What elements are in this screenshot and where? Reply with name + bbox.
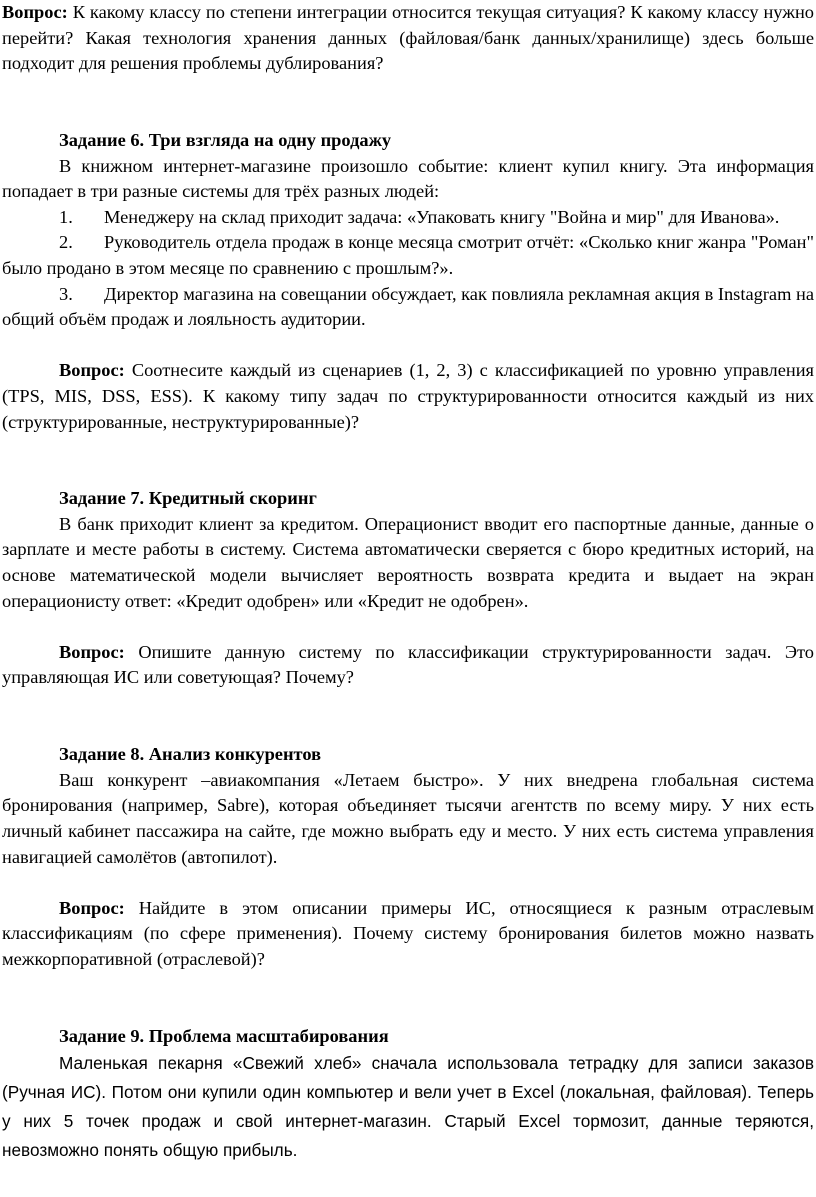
question-label: Вопрос: [59,897,125,918]
question-text: Соотнесите каждый из сценариев (1, 2, 3) с классификацией по уровню управления (TPS, MIS, DSS, ESS). К какому типу задач по структурированности относится каждый из них (структурированные, неструктурированные)? [2,360,814,432]
spacer [2,614,814,640]
list-text: Руководитель отдела продаж в конце месяца смотрит отчёт: «Сколько книг жанра "Роман" было продано в этом месяце по сравнению с прошлым?». [2,232,814,278]
task8-title [2,742,814,768]
list-number: 1. [59,206,73,227]
task6-intro: В книжном интернет-магазине произошло событие: клиент купил книгу. Эта информация попадает в три разные системы для трёх разных людей: [2,155,814,202]
task6-question [2,358,814,435]
task9-title: Задание 9. Проблема масштабирования [59,1025,389,1046]
list-text: Менеджеру на склад приходит задача: «Упаковать книгу "Война и мир" для Иванова». [104,206,780,227]
spacer [2,333,814,359]
question-text: К какому классу по степени интеграции относится текущая ситуация? К какому классу нужно перейти? Какая технология хранения данных (файловая/банк данных/хранилище) здесь больше подходит для решения проблемы дублирования? [2,2,814,74]
task7-title: Задание 7. Кредитный скоринг [59,488,317,509]
spacer [2,973,814,1024]
task8-title-text: . Анализ конкурентов [139,744,322,765]
task6-list-item [2,282,814,333]
spacer [2,870,814,896]
task7-body: В банк приходит клиент за кредитом. Операционист вводит его паспортные данные, данные о зарплате и месте работы в систему. Система автоматически сверяется с бюро кредитных историй, на основе математической модели вычисляет вероятность возврата кредита и выдает на экран операционисту ответ: «Кредит одобрен» или «Кредит не одобрен». [2,513,814,611]
spacer [2,435,814,486]
task6-list-item [2,205,814,231]
task6-title: Задание 6. Три взгляда на одну продажу [59,129,392,150]
spacer [2,77,814,128]
task8-question [2,896,814,973]
list-text: Директор магазина на совещании обсуждает, как повлияла рекламная акция в Instagram на общий объём продаж и лояльность аудитории. [2,283,814,330]
question-label: Вопрос: [59,360,125,381]
task7-question [2,640,814,691]
spacer [2,691,814,742]
question-paragraph-top [2,0,814,77]
task6-list-item [2,230,814,281]
question-text: Найдите в этом описании примеры ИС, относящиеся к разным отраслевым классификациям (по сфере применения). Почему систему бронирования билетов можно назвать межкорпоративной (отраслевой)? [2,897,814,969]
task8-title-number: Задание 8 [59,744,140,765]
question-label: Вопрос: [2,2,68,22]
list-number: 2. [59,232,73,253]
list-number: 3. [59,283,73,304]
task9-body: Маленькая пекарня «Свежий хлеб» сначала использовала тетрадку для записи заказов (Ручная ИС). Потом они купили один компьютер и вели учет в Excel (локальная, файловая). Теперь у них 5 точек продаж и свой интернет-магазин. Старый Excel тормозит, данные теряются, невозможно понять общую прибыль. [2,1053,814,1161]
question-text: Опишите данную систему по классификации структурированности задач. Это управляющая ИС или советующая? Почему? [2,641,814,688]
question-label: Вопрос: [59,641,125,662]
task8-body: Ваш конкурент –авиакомпания «Летаем быстро». У них внедрена глобальная система бронирования (например, Sabre), которая объединяет тысячи агентств по всему миру. У них есть личный кабинет пассажира на сайте, где можно выбрать еду и место. У них есть система управления навигацией самолётов (автопилот). [2,769,814,867]
